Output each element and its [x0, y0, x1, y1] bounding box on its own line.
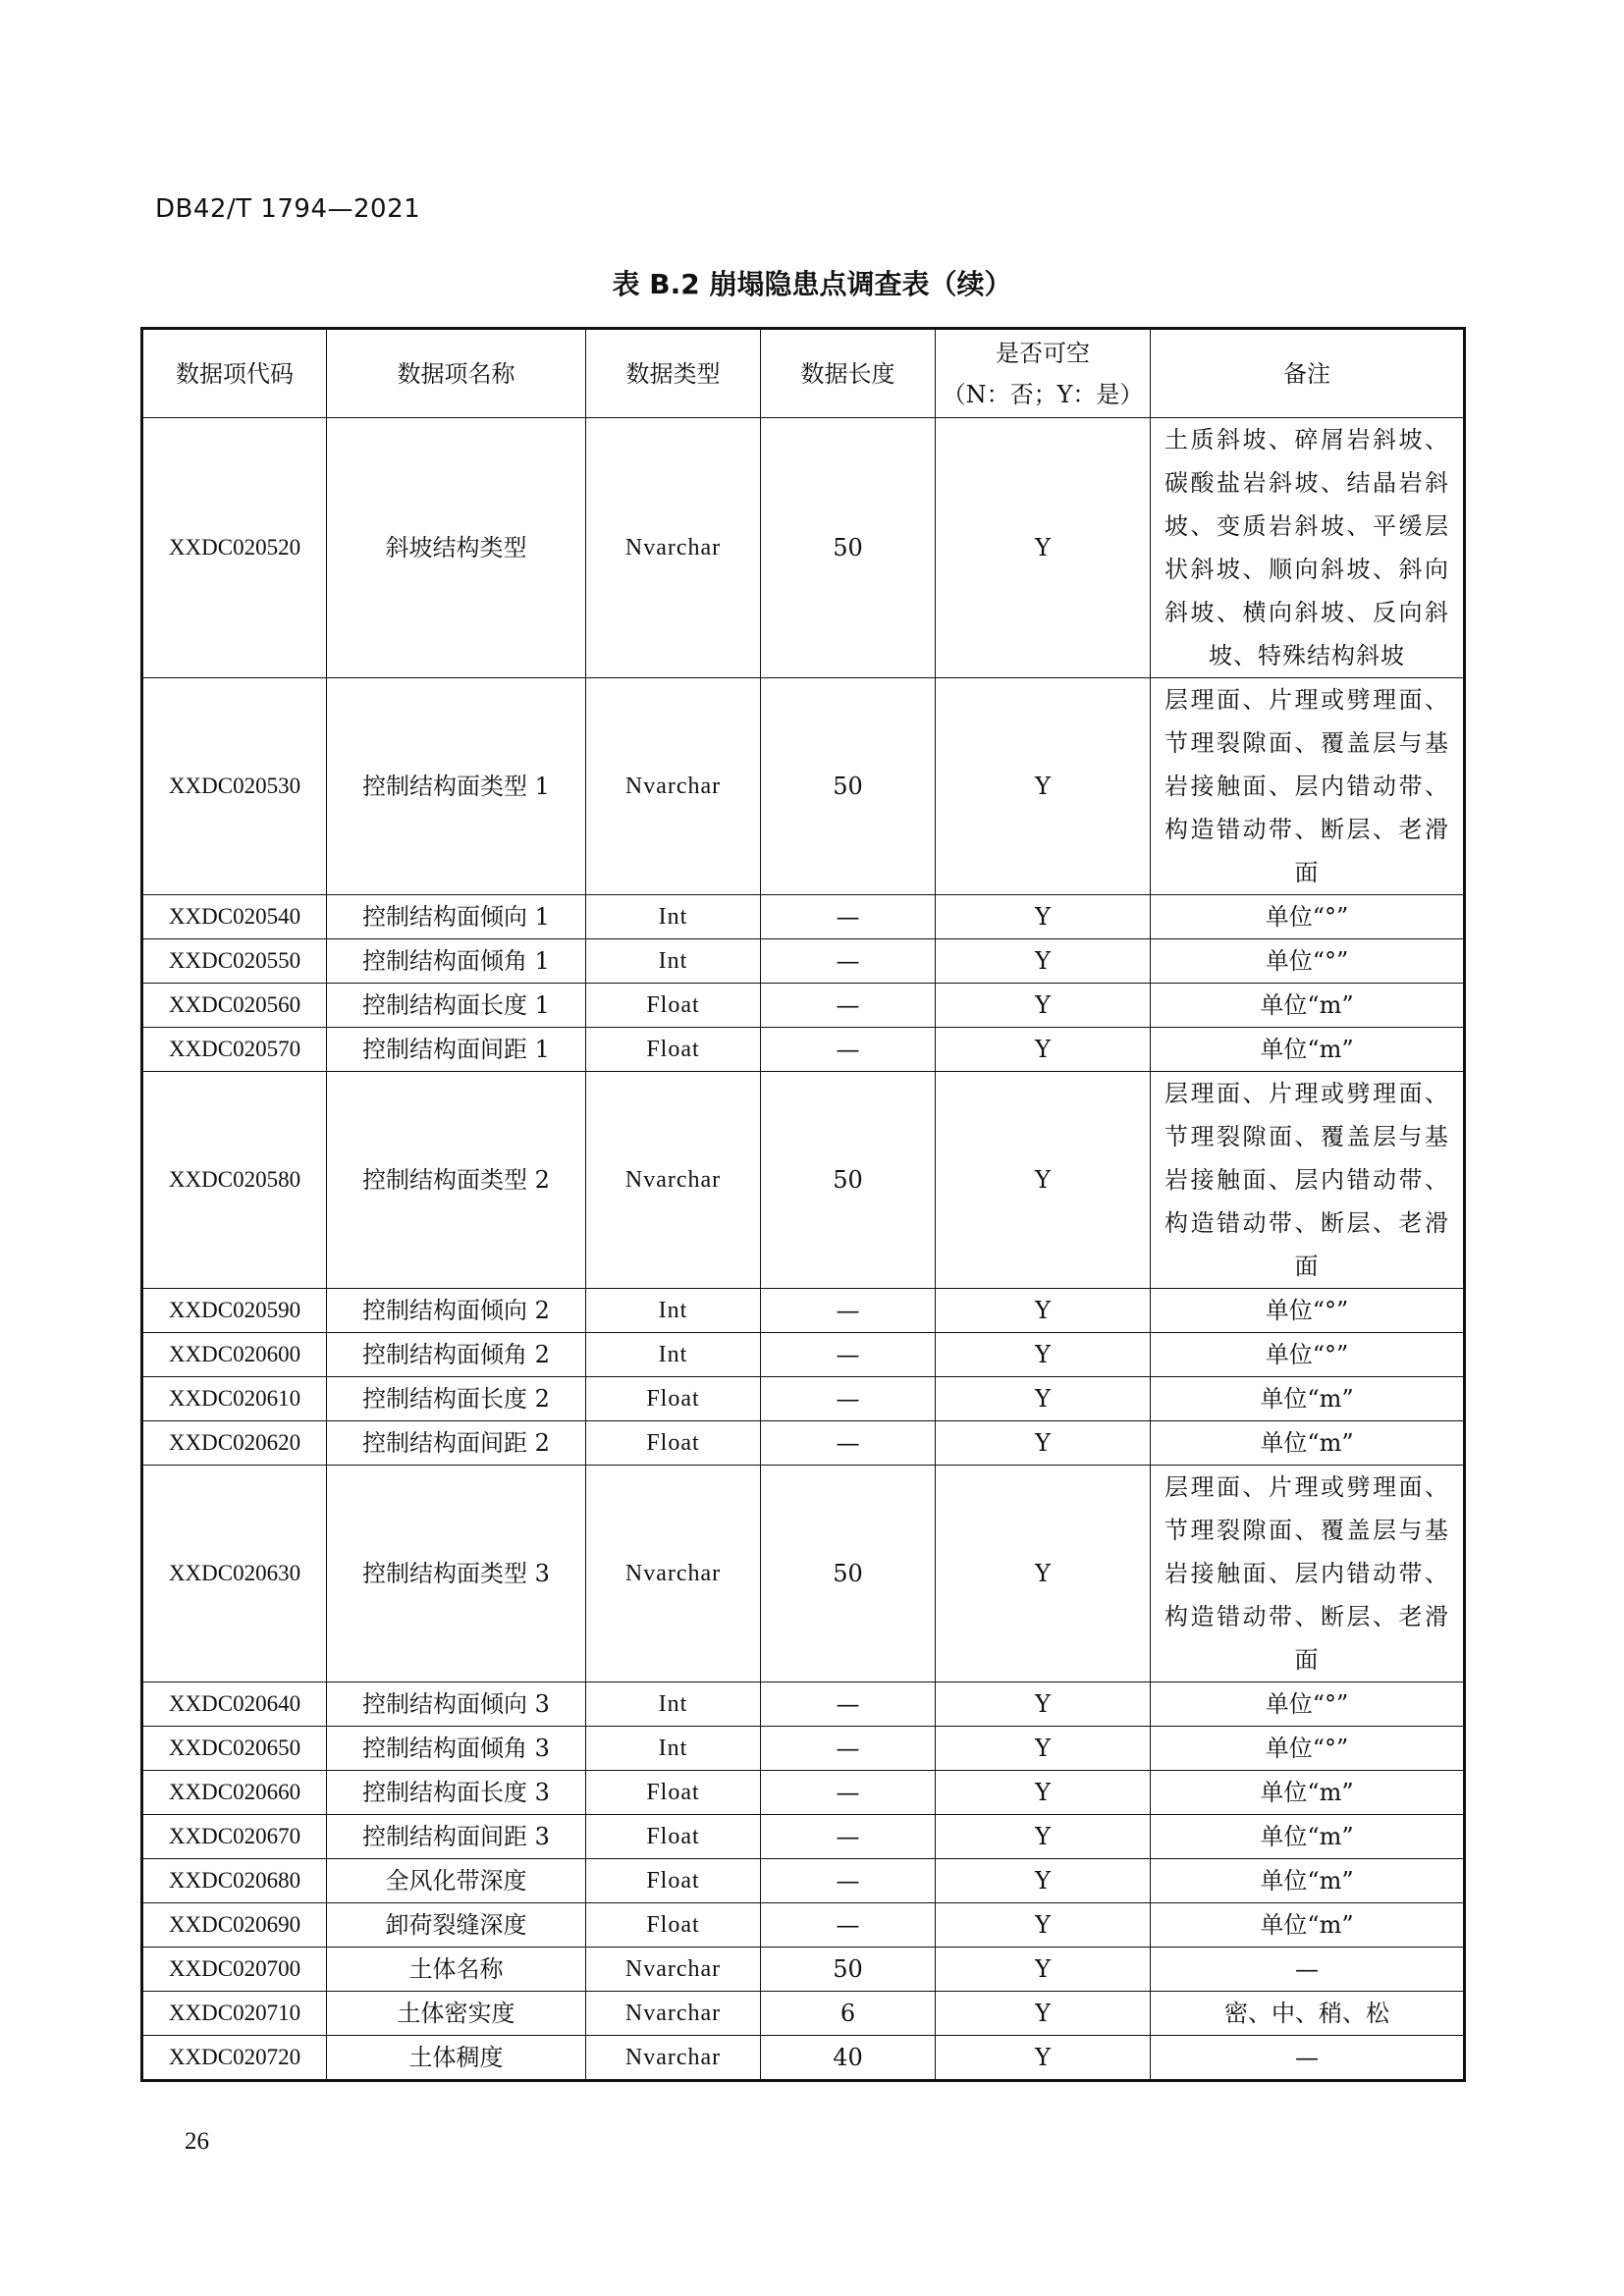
cell-length: 50	[761, 1072, 936, 1289]
cell-name: 全风化带深度	[327, 1859, 586, 1903]
cell-name: 控制结构面倾向 1	[327, 895, 586, 939]
table-body	[142, 418, 1465, 2081]
cell-remark: 单位“m”	[1151, 1421, 1465, 1466]
cell-remark: 单位“°”	[1151, 939, 1465, 984]
table-row	[142, 939, 1465, 984]
cell-name: 控制结构面类型 3	[327, 1466, 586, 1682]
cell-name: 控制结构面长度 1	[327, 984, 586, 1028]
cell-code: XXDC020630	[142, 1466, 327, 1682]
cell-code: XXDC020650	[142, 1727, 327, 1771]
cell-remark: 单位“m”	[1151, 1859, 1465, 1903]
cell-remark: —	[1151, 2036, 1465, 2081]
cell-code: XXDC020610	[142, 1377, 327, 1421]
cell-remark: 密、中、稍、松	[1151, 1992, 1465, 2036]
cell-remark: —	[1151, 1948, 1465, 1992]
cell-name: 卸荷裂缝深度	[327, 1903, 586, 1948]
table-row	[142, 1028, 1465, 1072]
cell-remark: 层理面、片理或劈理面、节理裂隙面、覆盖层与基岩接触面、层内错动带、构造错动带、断层、老滑面	[1151, 1072, 1465, 1289]
cell-type: Nvarchar	[586, 1466, 761, 1682]
cell-nullable: Y	[936, 1072, 1151, 1289]
cell-remark: 单位“m”	[1151, 1903, 1465, 1948]
cell-nullable: Y	[936, 1903, 1151, 1948]
cell-name: 控制结构面倾角 2	[327, 1333, 586, 1377]
table-row	[142, 1859, 1465, 1903]
cell-code: XXDC020550	[142, 939, 327, 984]
cell-nullable: Y	[936, 1771, 1151, 1815]
cell-length: 50	[761, 1948, 936, 1992]
cell-remark: 单位“°”	[1151, 1727, 1465, 1771]
cell-code: XXDC020700	[142, 1948, 327, 1992]
table-row	[142, 1815, 1465, 1859]
cell-code: XXDC020690	[142, 1903, 327, 1948]
cell-name: 控制结构面倾向 3	[327, 1682, 586, 1727]
cell-length: —	[761, 939, 936, 984]
cell-length: —	[761, 1028, 936, 1072]
cell-type: Float	[586, 1421, 761, 1466]
cell-type: Float	[586, 1377, 761, 1421]
cell-code: XXDC020720	[142, 2036, 327, 2081]
table-row	[142, 1727, 1465, 1771]
cell-length: 40	[761, 2036, 936, 2081]
cell-type: Nvarchar	[586, 1072, 761, 1289]
cell-remark: 单位“m”	[1151, 1028, 1465, 1072]
cell-code: XXDC020620	[142, 1421, 327, 1466]
cell-length: —	[761, 1682, 936, 1727]
cell-remark: 层理面、片理或劈理面、节理裂隙面、覆盖层与基岩接触面、层内错动带、构造错动带、断层、老滑面	[1151, 1466, 1465, 1682]
table-row	[142, 1421, 1465, 1466]
cell-nullable: Y	[936, 1682, 1151, 1727]
document-code: DB42/T 1794—2021	[155, 194, 421, 224]
cell-length: —	[761, 1903, 936, 1948]
table-header-row	[142, 329, 1465, 418]
column-header-type: 数据类型	[586, 329, 761, 418]
cell-type: Float	[586, 1771, 761, 1815]
table-row	[142, 1377, 1465, 1421]
cell-name: 控制结构面间距 2	[327, 1421, 586, 1466]
cell-type: Int	[586, 895, 761, 939]
cell-name: 斜坡结构类型	[327, 418, 586, 678]
cell-code: XXDC020560	[142, 984, 327, 1028]
cell-type: Int	[586, 1682, 761, 1727]
cell-name: 控制结构面倾角 3	[327, 1727, 586, 1771]
cell-type: Float	[586, 984, 761, 1028]
cell-remark: 单位“m”	[1151, 984, 1465, 1028]
table-row	[142, 678, 1465, 895]
cell-length: —	[761, 895, 936, 939]
cell-length: —	[761, 1289, 936, 1333]
cell-length: —	[761, 1859, 936, 1903]
cell-nullable: Y	[936, 2036, 1151, 2081]
cell-nullable: Y	[936, 1859, 1151, 1903]
table-row	[142, 1682, 1465, 1727]
cell-length: —	[761, 1377, 936, 1421]
cell-code: XXDC020670	[142, 1815, 327, 1859]
cell-code: XXDC020580	[142, 1072, 327, 1289]
cell-type: Float	[586, 1028, 761, 1072]
cell-remark: 单位“°”	[1151, 1333, 1465, 1377]
cell-nullable: Y	[936, 1028, 1151, 1072]
cell-name: 土体密实度	[327, 1992, 586, 2036]
cell-type: Float	[586, 1903, 761, 1948]
cell-nullable: Y	[936, 678, 1151, 895]
cell-nullable: Y	[936, 895, 1151, 939]
cell-length: 50	[761, 1466, 936, 1682]
table-title: 表 B.2 崩塌隐患点调查表（续）	[612, 268, 1012, 300]
table-row	[142, 1771, 1465, 1815]
page-number: 26	[185, 2128, 209, 2155]
cell-remark: 单位“°”	[1151, 1682, 1465, 1727]
cell-code: XXDC020520	[142, 418, 327, 678]
cell-length: —	[761, 1421, 936, 1466]
cell-type: Float	[586, 1859, 761, 1903]
column-header-remark: 备注	[1151, 329, 1465, 418]
table-row	[142, 1333, 1465, 1377]
table-row	[142, 1466, 1465, 1682]
cell-nullable: Y	[936, 1377, 1151, 1421]
cell-name: 控制结构面间距 1	[327, 1028, 586, 1072]
table-row	[142, 1948, 1465, 1992]
cell-nullable: Y	[936, 1466, 1151, 1682]
column-header-nullable: 是否可空 （N：否；Y：是）	[936, 329, 1151, 418]
cell-name: 控制结构面长度 2	[327, 1377, 586, 1421]
table-row	[142, 984, 1465, 1028]
table-row	[142, 895, 1465, 939]
cell-nullable: Y	[936, 1992, 1151, 2036]
column-header-code: 数据项代码	[142, 329, 327, 418]
cell-length: —	[761, 984, 936, 1028]
cell-length: 50	[761, 678, 936, 895]
table-row	[142, 2036, 1465, 2081]
cell-code: XXDC020590	[142, 1289, 327, 1333]
cell-type: Nvarchar	[586, 678, 761, 895]
cell-name: 控制结构面类型 1	[327, 678, 586, 895]
table-row	[142, 1992, 1465, 2036]
cell-code: XXDC020600	[142, 1333, 327, 1377]
cell-name: 控制结构面倾向 2	[327, 1289, 586, 1333]
cell-code: XXDC020660	[142, 1771, 327, 1815]
cell-remark: 单位“°”	[1151, 1289, 1465, 1333]
column-header-name: 数据项名称	[327, 329, 586, 418]
table-row	[142, 1289, 1465, 1333]
cell-nullable: Y	[936, 1333, 1151, 1377]
cell-length: —	[761, 1333, 936, 1377]
cell-name: 控制结构面类型 2	[327, 1072, 586, 1289]
table-row	[142, 1072, 1465, 1289]
cell-length: —	[761, 1727, 936, 1771]
cell-remark: 单位“m”	[1151, 1377, 1465, 1421]
cell-name: 土体名称	[327, 1948, 586, 1992]
cell-nullable: Y	[936, 1815, 1151, 1859]
table-row	[142, 1903, 1465, 1948]
cell-remark: 单位“m”	[1151, 1815, 1465, 1859]
cell-type: Nvarchar	[586, 1948, 761, 1992]
cell-name: 土体稠度	[327, 2036, 586, 2081]
cell-length: 6	[761, 1992, 936, 2036]
cell-nullable: Y	[936, 984, 1151, 1028]
cell-type: Nvarchar	[586, 418, 761, 678]
cell-type: Nvarchar	[586, 1992, 761, 2036]
cell-type: Nvarchar	[586, 2036, 761, 2081]
cell-type: Int	[586, 939, 761, 984]
cell-code: XXDC020530	[142, 678, 327, 895]
cell-code: XXDC020710	[142, 1992, 327, 2036]
cell-nullable: Y	[936, 1948, 1151, 1992]
column-header-length: 数据长度	[761, 329, 936, 418]
cell-remark: 层理面、片理或劈理面、节理裂隙面、覆盖层与基岩接触面、层内错动带、构造错动带、断层、老滑面	[1151, 678, 1465, 895]
cell-code: XXDC020570	[142, 1028, 327, 1072]
cell-remark: 单位“m”	[1151, 1771, 1465, 1815]
survey-table	[140, 327, 1466, 2082]
cell-type: Float	[586, 1815, 761, 1859]
cell-nullable: Y	[936, 1289, 1151, 1333]
cell-length: 50	[761, 418, 936, 678]
table-row	[142, 418, 1465, 678]
cell-nullable: Y	[936, 1727, 1151, 1771]
cell-remark: 单位“°”	[1151, 895, 1465, 939]
cell-name: 控制结构面倾角 1	[327, 939, 586, 984]
cell-type: Int	[586, 1333, 761, 1377]
cell-code: XXDC020640	[142, 1682, 327, 1727]
cell-type: Int	[586, 1727, 761, 1771]
cell-remark: 土质斜坡、碎屑岩斜坡、碳酸盐岩斜坡、结晶岩斜坡、变质岩斜坡、平缓层状斜坡、顺向斜坡、斜向斜坡、横向斜坡、反向斜坡、特殊结构斜坡	[1151, 418, 1465, 678]
cell-nullable: Y	[936, 1421, 1151, 1466]
cell-length: —	[761, 1771, 936, 1815]
cell-nullable: Y	[936, 418, 1151, 678]
cell-name: 控制结构面长度 3	[327, 1771, 586, 1815]
cell-nullable: Y	[936, 939, 1151, 984]
cell-name: 控制结构面间距 3	[327, 1815, 586, 1859]
cell-type: Int	[586, 1289, 761, 1333]
cell-length: —	[761, 1815, 936, 1859]
cell-code: XXDC020540	[142, 895, 327, 939]
cell-code: XXDC020680	[142, 1859, 327, 1903]
